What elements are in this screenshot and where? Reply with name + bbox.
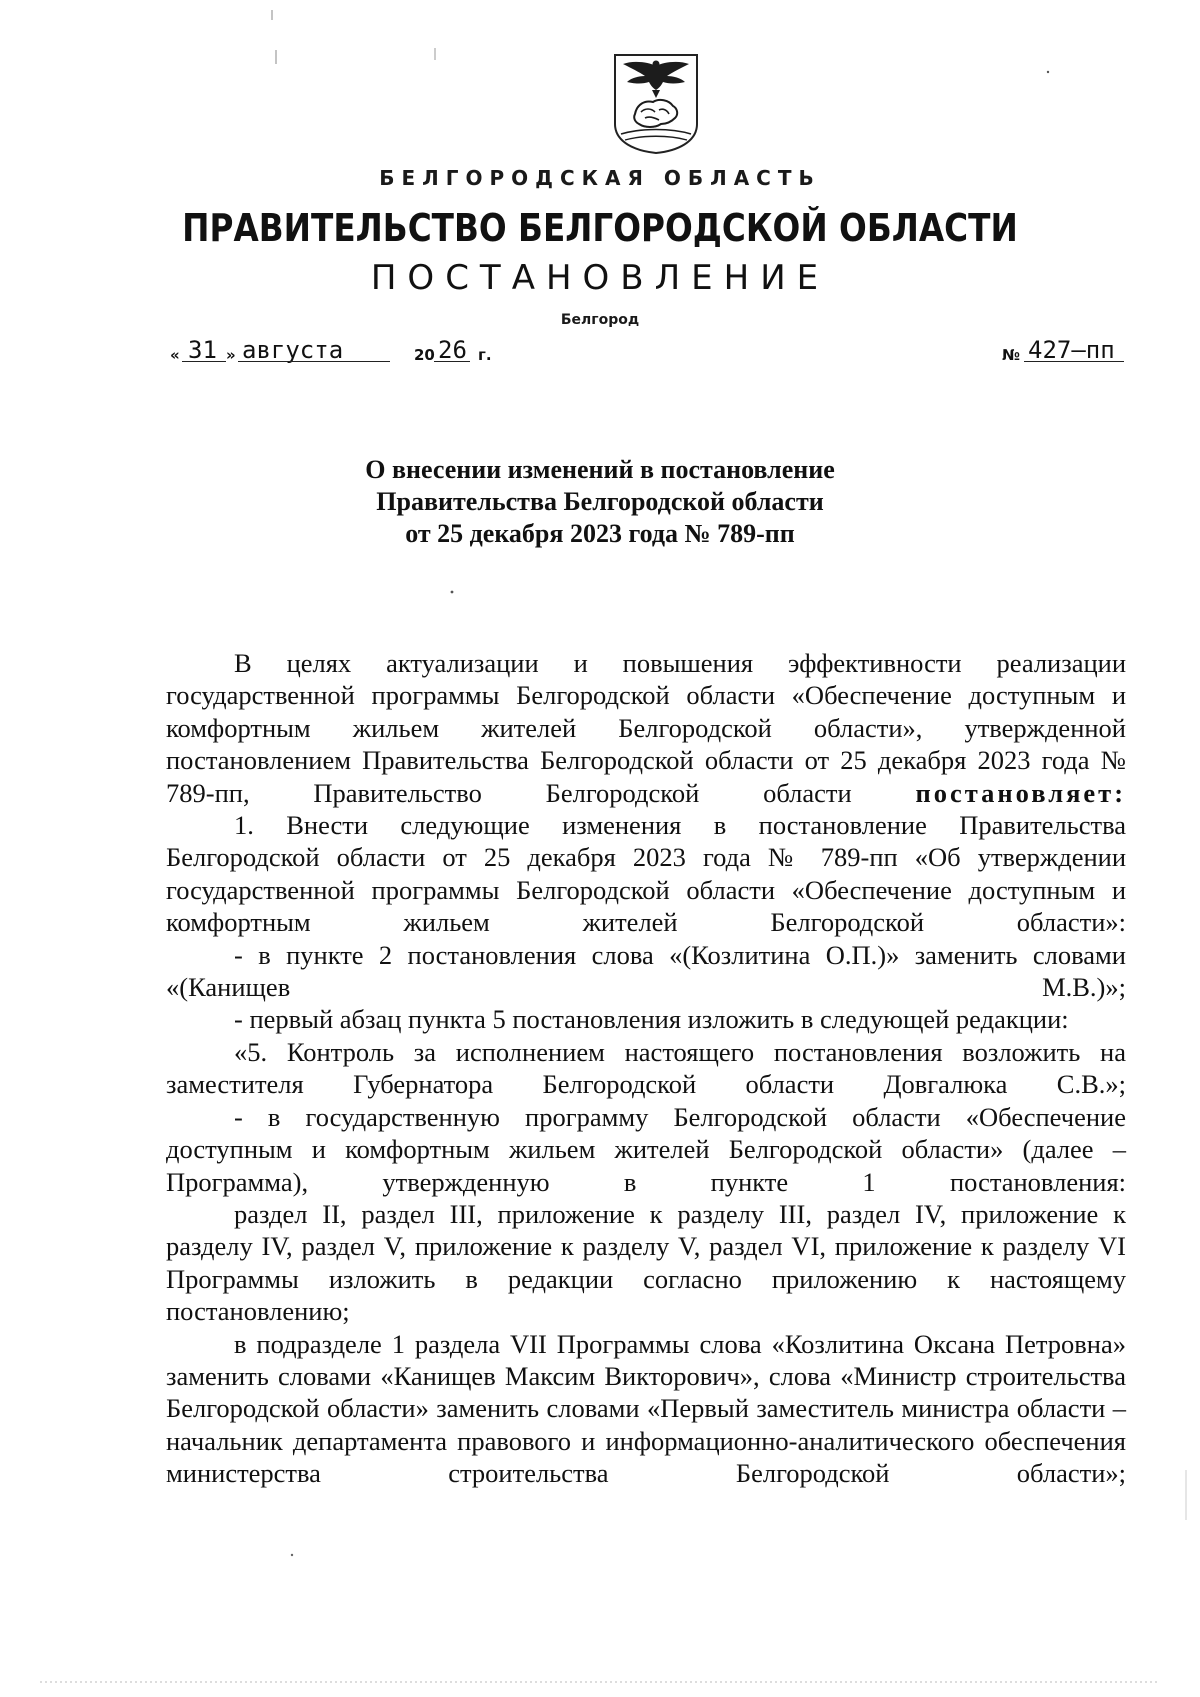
- coat-of-arms-emblem: [611, 52, 701, 154]
- date-year-mark: г.: [478, 346, 492, 364]
- preamble-paragraph: [166, 647, 1126, 809]
- day-underline: [182, 361, 226, 362]
- subitem-paragraph: раздел II, раздел III, приложение к разделу III, раздел IV, приложение к разделу IV, раздел V, приложение к разделу V, раздел VI, приложение к разделу VI Программы изложить в редакции согласно приложению к настоящему постановлению;: [166, 1198, 1126, 1327]
- title-line: Правительства Белгородской области: [376, 487, 824, 516]
- title-line: от 25 декабря 2023 года № 789-пп: [405, 519, 795, 548]
- title-line: О внесении изменений в постановление: [365, 455, 835, 484]
- date-close-quote: »: [226, 346, 236, 364]
- year-underline: [434, 361, 470, 362]
- subitem-paragraph: - первый абзац пункта 5 постановления изложить в следующей редакции:: [234, 1004, 1069, 1035]
- subitem-paragraph: в подразделе 1 раздела VII Программы слова «Козлитина Оксана Петровна» заменить словами «Канищев Максим Викторович», слова «Министр строительства Белгородской области» заменить словами «Первый заместитель министра области – начальник департамента правового и информационно-аналитического обеспечения министерства строительства Белгородской области»;: [166, 1328, 1126, 1489]
- document-title: [0, 454, 1200, 550]
- date-day: 31: [188, 336, 217, 364]
- quoted-paragraph: «5. Контроль за исполнением настоящего постановления возложить на заместителя Губернатора Белгородской области Довгалюка С.В.»;: [166, 1036, 1126, 1100]
- date-month: августа: [242, 336, 344, 364]
- date-open-quote: «: [170, 346, 180, 364]
- date-year-suffix: 26: [438, 336, 467, 364]
- date-year-prefix: 20: [414, 346, 435, 364]
- subitem-paragraph: - в пункте 2 постановления слова «(Козлитина О.П.)» заменить словами «(Канищев М.В.)»;: [166, 939, 1126, 1003]
- month-underline: [238, 361, 390, 362]
- region-name: БЕЛГОРОДСКАЯ ОБЛАСТЬ: [379, 166, 821, 190]
- issue-city: Белгород: [560, 312, 640, 328]
- number-sign: №: [1002, 346, 1021, 364]
- government-name: ПРАВИТЕЛЬСТВО БЕЛГОРОДСКОЙ ОБЛАСТИ: [182, 206, 1018, 250]
- subitem-paragraph: - в государственную программу Белгородской области «Обеспечение доступным и комфортным жильем жителей Белгородской области» (далее – Программа), утвержденную в пункте 1 постановления:: [166, 1101, 1126, 1197]
- item-1-paragraph: 1. Внести следующие изменения в постановление Правительства Белгородской области от 25 декабря 2023 года № 789-пп «Об утверждении государственной программы Белгородской области «Обеспечение доступным и комфортным жильем жителей Белгородской области»:: [166, 810, 1126, 938]
- decree-number: 427–пп: [1028, 336, 1115, 364]
- date-number-line: [168, 336, 1128, 366]
- number-underline: [1024, 361, 1124, 362]
- document-type: ПОСТАНОВЛЕНИЕ: [370, 258, 830, 298]
- document-body: [166, 647, 1126, 1490]
- resolves-word: постановляет:: [915, 777, 1127, 808]
- preamble-text: В целях актуализации и повышения эффективности реализации государственной программы Белгородской области «Обеспечение доступным и комфортным жильем жителей Белгородской области», утвержденной постановлением Правительства Белгородской области от 25 декабря 2023 года № 789-пп, Правительство Белгородской области: [166, 648, 1126, 808]
